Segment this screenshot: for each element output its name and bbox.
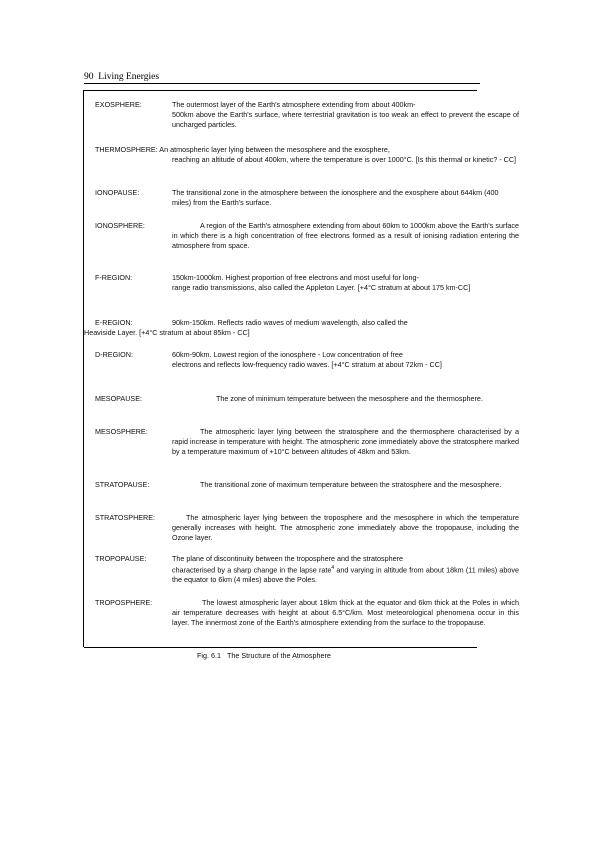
running-title: Living Energies [98,72,160,82]
running-header [84,72,159,82]
definition-first-line: 90km-150km. Reflects radio waves of medium wavelength, also called the [172,318,408,327]
definition-text: electrons and reflects low-frequency radio waves. [+4°C stratum at about 72km - CC] [172,360,442,369]
page-number: 90 [84,72,94,82]
term-label: MESOSPHERE: [95,427,148,436]
figure-label: Fig. 6.1 [197,651,221,660]
figure-title: The Structure of the Atmosphere [226,651,331,660]
term-label: F-REGION: [95,273,133,282]
frame-top-rule [84,90,477,91]
definition-text: reaching an altitude of about 400km, where the temperature is over 1000°C. [Is this thermal or kinetic? - CC] [172,155,517,164]
definition-first-line: The outermost layer of the Earth's atmosphere extending from about 400km- [172,100,416,109]
figure-caption [197,651,331,660]
term-label: EXOSPHERE: [95,100,142,109]
definition-text: The transitional zone in the atmosphere between the ionosphere and the exosphere about 644km (400 miles) from the Earth's surface. [172,188,499,207]
term-label: STRATOPAUSE: [95,480,150,489]
frame-left-rule [83,90,84,647]
header-rule [84,83,480,84]
term-label: MESOPAUSE: [95,394,142,403]
definition-text: The atmospheric layer lying between the stratosphere and the thermosphere characterised by a rapid increase in temperature with height. The atmospheric zone immediately above the stratosphere marked by a temperature maximum of +10°C between altitudes of 48km and 53km. [172,427,519,456]
definition-text: A region of the Earth's atmosphere extending from about 60km to 1000km above the Earth's surface in which there is a high concentration of free electrons formed as a result of ionising radiation entering the atmosphere from space. [172,221,519,250]
definition-first-line: 60km-90km. Lowest region of the ionosphere - Low concentration of free [172,350,403,359]
term-label: IONOSPHERE: [95,221,145,230]
definition-text: The lowest atmospheric layer about 18km thick at the equator and 6km thick at the Poles in which air temperature decreases with height at about 6.5°C/km. Most meteorological phenomena occur in this layer. The innermost zone of the Earth's atmosphere extending from the surface to the tropopause. [172,598,519,627]
definition-text: The zone of minimum temperature between the mesosphere and the thermosphere. [216,394,483,403]
footnote-marker: 4 [331,565,335,571]
definition-text-part-a: characterised by a sharp change in the lapse rate [172,565,332,575]
definition-text-part-b: and varying in altitude from about 18km (11 miles) above the equator to 6km (4 miles) above the Poles. [172,565,519,585]
term-label: IONOPAUSE: [95,188,140,197]
definition-first-line: 150km-1000km. Highest proportion of free electrons and most useful for long- [172,273,419,282]
definition-text: Heaviside Layer. [+4°C stratum at about 85km - CC] [84,328,250,337]
term-with-definition-line: THERMOSPHERE: An atmospheric layer lying between the mesosphere and the exosphere, [95,145,390,154]
frame-bottom-rule [84,647,477,648]
term-label: TROPOSPHERE: [95,598,153,607]
definition-first-line: The plane of discontinuity between the troposphere and the stratosphere [172,554,403,563]
term-label: E-REGION: [95,318,133,327]
definition-text: The transitional zone of maximum temperature between the stratosphere and the mesosphere. [200,480,502,489]
term-label: TROPOPAUSE: [95,554,147,563]
definition-text: 500km above the Earth's surface, where terrestrial gravitation is too weak an effect to prevent the escape of uncharged particles. [172,110,519,129]
definition-text: The atmospheric layer lying between the troposphere and the mesosphere in which the temperature generally increases with height. The atmospheric zone immediately above the tropopause, including the Ozone layer. [172,513,519,542]
term-label: D-REGION: [95,350,133,359]
definition-text [172,564,519,585]
term-label: STRATOSPHERE: [95,513,156,522]
definition-text: range radio transmissions, also called the Appleton Layer. [+4°C stratum at about 175 km-CC] [172,283,471,292]
